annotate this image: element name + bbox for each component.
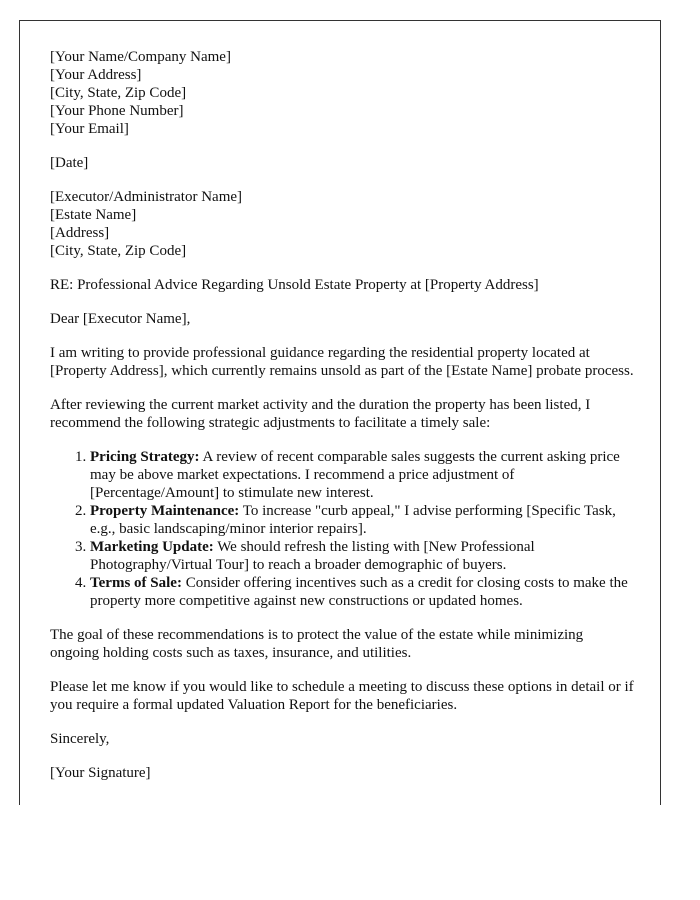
salutation: Dear [Executor Name], bbox=[50, 311, 191, 327]
sender-address: [Your Address] bbox=[50, 67, 142, 83]
recommendation-title: Pricing Strategy: bbox=[90, 449, 200, 465]
letter-date: [Date] bbox=[50, 155, 89, 171]
recommendation-text: To increase "curb appeal," I advise performing [Specific Task, e.g., basic landscaping/minor interior repairs]. bbox=[90, 503, 616, 537]
recommendation-title: Marketing Update: bbox=[90, 539, 214, 555]
recommendation-title: Property Maintenance: bbox=[90, 503, 240, 519]
sender-name: [Your Name/Company Name] bbox=[50, 49, 231, 65]
recipient-city: [City, State, Zip Code] bbox=[50, 243, 187, 259]
letter-body bbox=[50, 48, 634, 798]
recipient-estate: [Estate Name] bbox=[50, 207, 137, 223]
signoff: Sincerely, bbox=[50, 731, 110, 747]
recommendations-list bbox=[50, 448, 634, 610]
list-item bbox=[90, 448, 634, 502]
recommendation-text: A review of recent comparable sales suggests the current asking price may be above market expectations. I recommend a price adjustment of [Percentage/Amount] to stimulate new interest. bbox=[90, 449, 620, 501]
sender-email: [Your Email] bbox=[50, 121, 129, 137]
signature: [Your Signature] bbox=[50, 765, 151, 781]
list-item bbox=[90, 538, 634, 574]
sender-city: [City, State, Zip Code] bbox=[50, 85, 187, 101]
recipient-name: [Executor/Administrator Name] bbox=[50, 189, 243, 205]
recommendation-text: Consider offering incentives such as a credit for closing costs to make the property more competitive against new constructions or updated homes. bbox=[90, 575, 628, 609]
recipient-address: [Address] bbox=[50, 225, 110, 241]
list-item bbox=[90, 574, 634, 610]
recommendation-text: We should refresh the listing with [New Professional Photography/Virtual Tour] to reach a broader demographic of buyers. bbox=[90, 539, 535, 573]
recipient-block bbox=[50, 188, 634, 260]
goal-paragraph: The goal of these recommendations is to protect the value of the estate while minimizing ongoing holding costs such as taxes, insurance, and utilities. bbox=[50, 627, 584, 661]
list-item bbox=[90, 502, 634, 538]
recommendation-title: Terms of Sale: bbox=[90, 575, 182, 591]
closing-paragraph: Please let me know if you would like to schedule a meeting to discuss these options in detail or if you require a formal updated Valuation Report for the beneficiaries. bbox=[50, 679, 634, 713]
letter-page bbox=[19, 20, 661, 805]
subject-line: RE: Professional Advice Regarding Unsold Estate Property at [Property Address] bbox=[50, 277, 539, 293]
sender-phone: [Your Phone Number] bbox=[50, 103, 184, 119]
review-paragraph: After reviewing the current market activity and the duration the property has been listed, I recommend the following strategic adjustments to facilitate a timely sale: bbox=[50, 397, 591, 431]
sender-block bbox=[50, 48, 634, 138]
intro-paragraph: I am writing to provide professional guidance regarding the residential property located at [Property Address], which currently remains unsold as part of the [Estate Name] probate process. bbox=[50, 345, 634, 379]
